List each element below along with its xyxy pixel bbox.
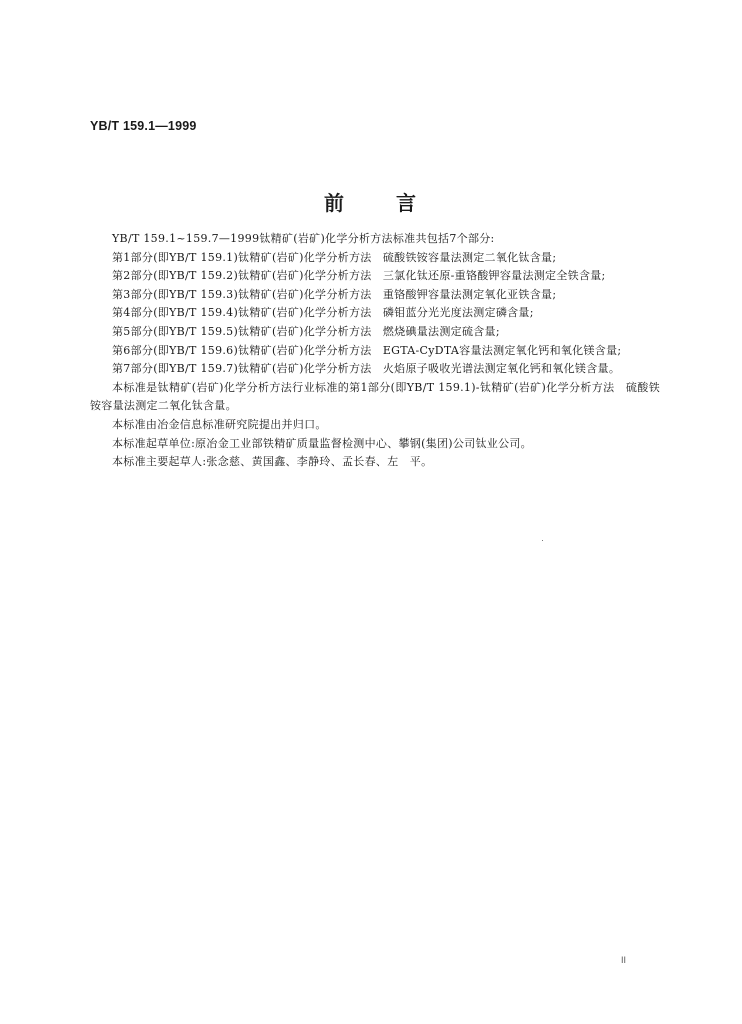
- scan-speck: [542, 540, 543, 541]
- page-title: 前言: [324, 191, 468, 215]
- drafters-paragraph: 本标准主要起草人:张念慈、黄国鑫、李静玲、孟长春、左 平。: [112, 455, 433, 469]
- part-6-item: 第6部分(即YB/T 159.6)钛精矿(岩矿)化学分析方法 EGTA-CyDTA容量法测定氧化钙和氧化镁含量;: [112, 343, 622, 357]
- part-3-item: 第3部分(即YB/T 159.3)钛精矿(岩矿)化学分析方法 重铬酸钾容量法测定氧化亚铁含量;: [112, 287, 557, 301]
- part-5-item: 第5部分(即YB/T 159.5)钛精矿(岩矿)化学分析方法 燃烧碘量法测定硫含量;: [112, 324, 500, 338]
- page-number: II: [621, 955, 627, 965]
- foreword-body: [90, 230, 660, 472]
- scope-paragraph: 本标准是钛精矿(岩矿)化学分析方法行业标准的第1部分(即YB/T 159.1)-钛精矿(岩矿)化学分析方法 硫酸铁铵容量法测定二氧化钛含量。: [90, 380, 660, 413]
- drafting-units-paragraph: 本标准起草单位:原冶金工业部铁精矿质量监督检测中心、攀钢(集团)公司钛业公司。: [112, 436, 532, 450]
- proposer-paragraph: 本标准由冶金信息标准研究院提出并归口。: [112, 417, 327, 431]
- standard-code: YB/T 159.1—1999: [90, 119, 197, 133]
- part-2-item: 第2部分(即YB/T 159.2)钛精矿(岩矿)化学分析方法 三氯化钛还原-重铬酸钾容量法测定全铁含量;: [112, 269, 606, 283]
- part-7-item: 第7部分(即YB/T 159.7)钛精矿(岩矿)化学分析方法 火焰原子吸收光谱法测定氧化钙和氧化镁含量。: [112, 362, 621, 376]
- intro-paragraph: YB/T 159.1~159.7—1999钛精矿(岩矿)化学分析方法标准共包括7个部分:: [112, 232, 495, 245]
- part-4-item: 第4部分(即YB/T 159.4)钛精矿(岩矿)化学分析方法 磷钼蓝分光光度法测定磷含量;: [112, 306, 534, 320]
- part-1-item: 第1部分(即YB/T 159.1)钛精矿(岩矿)化学分析方法 硫酸铁铵容量法测定二氧化钛含量;: [112, 250, 557, 264]
